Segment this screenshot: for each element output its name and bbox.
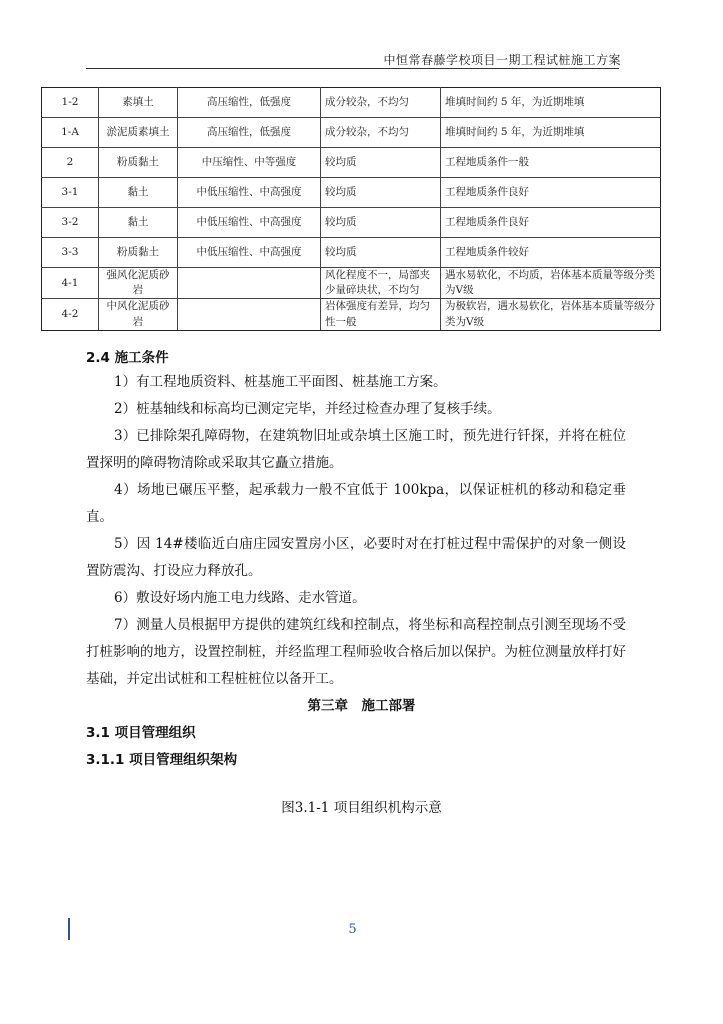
soil-name-cell: 中风化泥质砂岩 — [99, 299, 178, 330]
paragraph-item-3: 3）已排除架孔障碍物，在建筑物旧址或杂填土区施工时，预先进行钎探，并将在桩位置探明的障碍物清除或采取其它矗立措施。 — [86, 428, 626, 471]
soil-name-cell: 黏土 — [99, 178, 178, 208]
soil-name-cell: 淤泥质素填土 — [99, 118, 178, 148]
evaluation-cell: 工程地质条件较好 — [441, 238, 661, 268]
paragraph-item-6: 6）敷设好场内施工电力线路、走水管道。 — [114, 590, 366, 606]
table-row — [42, 88, 661, 118]
section-heading-2-4: 2.4 施工条件 — [86, 350, 169, 366]
page-number: 5 — [348, 922, 357, 937]
uniformity-cell: 成分较杂，不均匀 — [321, 88, 441, 118]
compressibility-cell: 中压缩性、中等强度 — [178, 148, 321, 178]
table-row — [42, 268, 661, 299]
paragraph-item-1: 1）有工程地质资料、桩基施工平面图、桩基施工方案。 — [114, 374, 447, 390]
evaluation-cell: 堆填时间约 5 年，为近期堆填 — [441, 88, 661, 118]
paragraph-item-7: 7）测量人员根据甲方提供的建筑红线和控制点，将坐标和高程控制点引测至现场不受打桩影响的地方，设置控制桩，并经监理工程师验收合格后加以保护。为桩位测量放样打好基础，并定出试桩和工程桩桩位以备开工。 — [86, 617, 626, 687]
layer-number-cell: 3-2 — [42, 208, 99, 238]
layer-number-cell: 4-2 — [42, 299, 99, 330]
compressibility-cell: 中低压缩性、中高强度 — [178, 178, 321, 208]
layer-number-cell: 1-2 — [42, 88, 99, 118]
evaluation-cell: 堆填时间约 5 年，为近期堆填 — [441, 118, 661, 148]
section-heading-3-1-1: 3.1.1 项目管理组织架构 — [86, 752, 238, 768]
chapter-title: 第三章 施工部署 — [307, 698, 416, 714]
soil-name-cell: 强风化泥质砂岩 — [99, 268, 178, 299]
uniformity-cell: 较均质 — [321, 178, 441, 208]
compressibility-cell: 中低压缩性、中高强度 — [178, 238, 321, 268]
table-row — [42, 238, 661, 268]
uniformity-cell: 较均质 — [321, 208, 441, 238]
evaluation-cell: 工程地质条件一般 — [441, 148, 661, 178]
evaluation-cell: 工程地质条件良好 — [441, 178, 661, 208]
table-row — [42, 148, 661, 178]
compressibility-cell: 高压缩性，低强度 — [178, 118, 321, 148]
layer-number-cell: 2 — [42, 148, 99, 178]
section-heading-3-1: 3.1 项目管理组织 — [86, 725, 196, 741]
layer-number-cell: 4-1 — [42, 268, 99, 299]
paragraph-item-5: 5）因 14#楼临近白庙庄园安置房小区，必要时对在打桩过程中需保护的对象一侧设置防震沟、打设应力释放孔。 — [86, 536, 626, 579]
soil-name-cell: 素填土 — [99, 88, 178, 118]
evaluation-cell: 为极软岩，遇水易软化，岩体基本质量等级分类为Ⅴ级 — [441, 299, 661, 330]
evaluation-cell: 遇水易软化，不均质，岩体基本质量等级分类为Ⅴ级 — [441, 268, 661, 299]
soil-name-cell: 粉质黏土 — [99, 238, 178, 268]
table-row — [42, 299, 661, 330]
header-divider — [86, 68, 619, 69]
table-row — [42, 178, 661, 208]
document-header-title: 中恒常春藤学校项目一期工程试桩施工方案 — [383, 53, 621, 67]
figure-caption: 图3.1-1 项目组织机构示意 — [281, 800, 442, 816]
layer-number-cell: 1-A — [42, 118, 99, 148]
evaluation-cell: 工程地质条件良好 — [441, 208, 661, 238]
paragraph-item-2: 2）桩基轴线和标高均已测定完毕，并经过检查办理了复核手续。 — [114, 401, 501, 417]
uniformity-cell: 较均质 — [321, 148, 441, 178]
soil-name-cell: 粉质黏土 — [99, 148, 178, 178]
soil-name-cell: 黏土 — [99, 208, 178, 238]
uniformity-cell: 成分较杂，不均匀 — [321, 118, 441, 148]
compressibility-cell: 中低压缩性、中高强度 — [178, 208, 321, 238]
uniformity-cell: 较均质 — [321, 238, 441, 268]
paragraph-item-4: 4）场地已碾压平整，起承载力一般不宜低于 100kpa，以保证桩机的移动和稳定垂直。 — [86, 482, 626, 525]
layer-number-cell: 3-1 — [42, 178, 99, 208]
uniformity-cell: 风化程度不一，局部夹少量碎块状，不均匀 — [321, 268, 441, 299]
table-row — [42, 118, 661, 148]
layer-number-cell: 3-3 — [42, 238, 99, 268]
compressibility-cell — [178, 299, 321, 330]
table-row — [42, 208, 661, 238]
soil-layer-table — [41, 87, 661, 331]
compressibility-cell: 高压缩性，低强度 — [178, 88, 321, 118]
uniformity-cell: 岩体强度有差异，均匀性一般 — [321, 299, 441, 330]
compressibility-cell — [178, 268, 321, 299]
